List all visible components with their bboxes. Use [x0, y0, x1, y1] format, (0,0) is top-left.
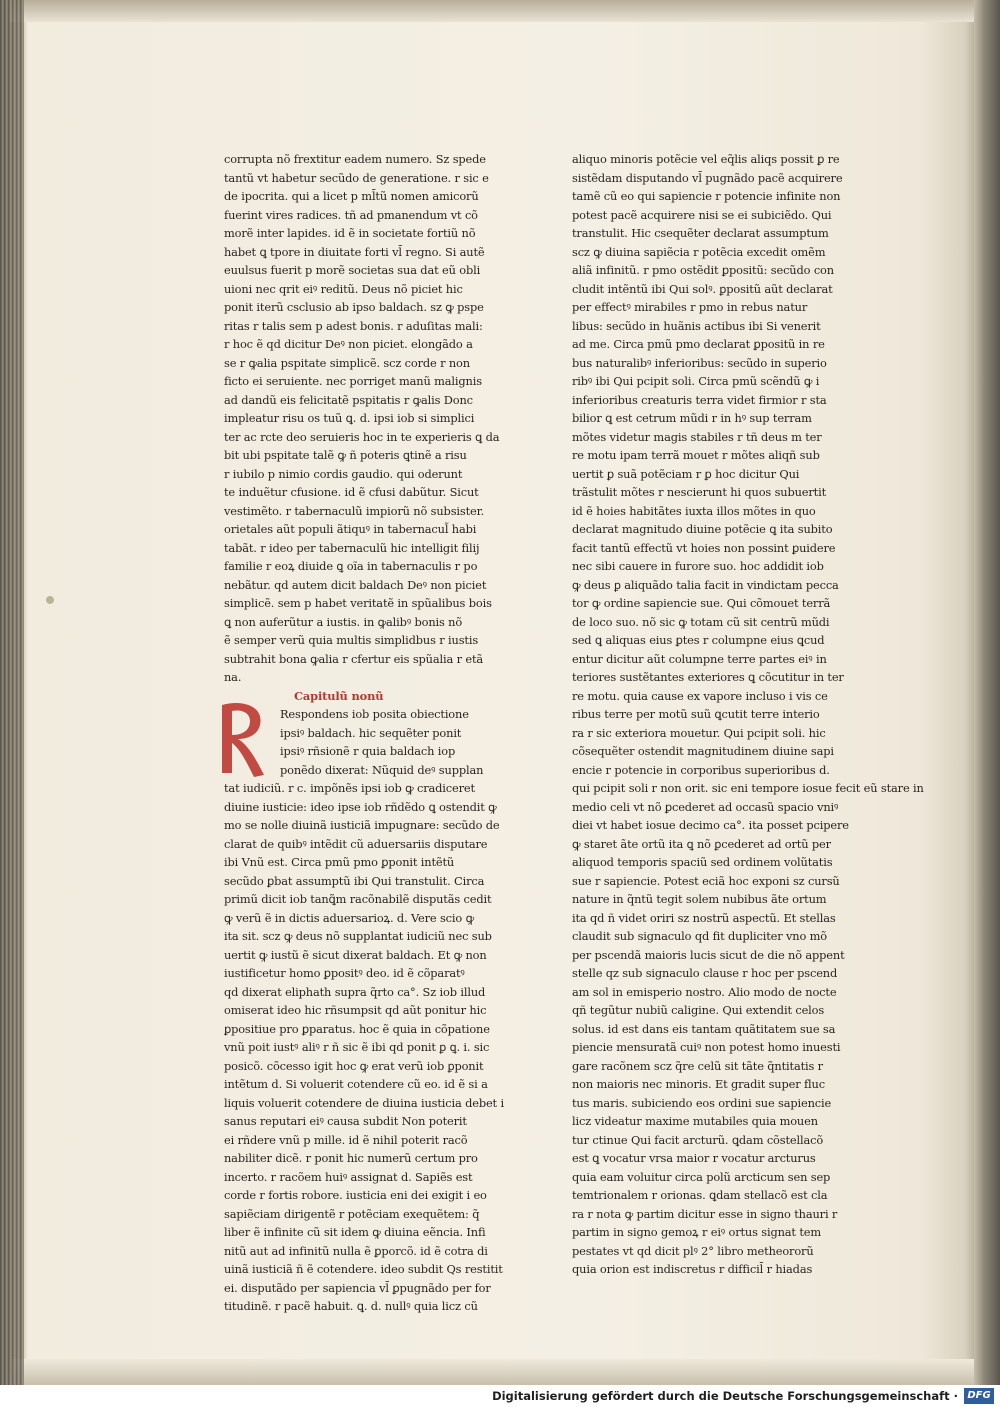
- text-line: ipsiꝰ baldach. hic sequẽter ponit: [280, 725, 462, 740]
- text-line: habet ꝗ tpore in diuitate forti vl̄ regno. Si autẽ: [224, 244, 485, 259]
- text-line: ad dandũ eis felicitatẽ pspitatis r ꝙalis Donc: [224, 392, 473, 407]
- text-line-content: Respondens iob posita obiectione: [280, 707, 469, 721]
- decorated-initial-R: [214, 699, 274, 785]
- text-line: liber ẽ infinite cũ sit idem ꝙ diuina eẽncia. Infi: [224, 1225, 486, 1239]
- right-page-edge: [974, 0, 1000, 1385]
- text-line: sue r sapiencie. Potest eciã hoc exponi sz cursũ: [572, 873, 840, 888]
- text-line: nabiliter dicẽ. r ponit hic numerũ certum pro: [224, 1151, 478, 1165]
- text-line: morẽ inter lapides. id ẽ in societate fortiũ nõ: [224, 226, 476, 240]
- text-line: cludit intẽntũ ibi Qui solꝰ. ꝑpositũ aũt declarat: [572, 281, 833, 296]
- text-line: vestimẽto. r tabernaculũ impiorũ nõ subsister.: [224, 503, 485, 518]
- text-line: intẽtum d. Si voluerit cotendere cũ eo. id ẽ si a: [224, 1077, 488, 1091]
- text-line: qd dixerat eliphath supra q̃rto ca°. Sz iob illud: [224, 984, 486, 999]
- text-line: ficto ei seruiente. nec porriget manũ malignis: [224, 374, 482, 388]
- book-spine-edge: [0, 0, 24, 1385]
- text-line: claudit sub signaculo qd fit dupliciter vno mõ: [572, 929, 828, 943]
- footer-credit: Digitalisierung gefördert durch die Deutsche Forschungsgemeinschaft ·: [492, 1389, 958, 1403]
- text-line: tantũ vt habetur secũdo de generatione. r sic e: [224, 170, 489, 185]
- text-line: nature in q̃ntũ tegit solem nubibus ãte ortum: [572, 892, 827, 906]
- text-line: nebãtur. qd autem dicit baldach Deꝰ non piciet: [224, 577, 487, 592]
- text-line: ꝙ verũ ẽ in dictis aduersarioꝝ. d. Vere scio ꝙ: [224, 910, 474, 925]
- text-line: diuine iusticie: ideo ipse iob rñdẽdo ꝗ ostendit ꝙ: [224, 799, 497, 814]
- page-stain: [46, 596, 54, 604]
- text-line: ei. disputãdo per sapiencia vl̄ ꝑpugnãdo per for: [224, 1280, 491, 1295]
- text-line: uioni nec qrit eiꝰ reditũ. Deus nõ piciet hic: [224, 281, 463, 296]
- text-line: am sol in emisperio nostro. Alio modo de nocte: [572, 984, 837, 999]
- text-line: diei vt habet iosue decimo ca°. ita posset pcipere: [572, 818, 849, 832]
- text-line: nitũ aut ad infinitũ nulla ẽ ꝑporcõ. id ẽ cotra di: [224, 1243, 488, 1258]
- text-line: bus naturalibꝰ inferioribus: secũdo in superio: [572, 355, 827, 370]
- text-line: te induẽtur cfusione. id ẽ cfusi dabũtur. Sicut: [224, 485, 479, 499]
- text-line: ibi Vnũ est. Circa pmũ pmo ꝑponit intẽtũ: [224, 855, 455, 869]
- text-line: fuerint vires radices. tñ ad pmanendum vt cõ: [224, 207, 478, 222]
- text-line: ribꝰ ibi Qui pcipit soli. Circa pmũ scẽndũ ꝙ i: [572, 374, 820, 388]
- text-line: ꝙ staret ãte ortũ ita ꝗ nõ ꝑcederet ad ortũ per: [572, 836, 831, 851]
- text-line: teriores sustẽtantes exteriores ꝗ cõcutitur in ter: [572, 670, 844, 684]
- text-line: re motu. quia cause ex vapore incluso i vis ce: [572, 688, 828, 703]
- text-line: de ipocrita. qui a licet p ml̄tũ nomen amicorũ: [224, 189, 479, 203]
- text-line: tamẽ cũ eo qui sapiencie r potencie infinite non: [572, 189, 841, 203]
- text-line: se r ꝙalia pspitate simplicẽ. scz corde r non: [224, 355, 470, 370]
- text-line: facit tantũ effectũ vt hoies non possint ꝑuidere: [572, 540, 836, 555]
- text-line: impleatur risu os tuũ ꝗ. d. ipsi iob si simplici: [224, 411, 475, 425]
- text-line: tor ꝙ ordine sapiencie sue. Qui cõmouet terrã: [572, 596, 831, 610]
- text-line: tus maris. subiciendo eos ordini sue sapiencie: [572, 1095, 832, 1110]
- text-line: subtrahit bona ꝙalia r cfertur eis spũalia r etã: [224, 651, 484, 666]
- text-line: quia eam voluitur circa polũ arcticum sen sep: [572, 1169, 831, 1184]
- text-line: de loco suo. nõ sic ꝙ totam cũ sit centrũ mũdi: [572, 614, 830, 629]
- text-line: pestates vt qd dicit plꝰ 2° libro metheororũ: [572, 1243, 814, 1258]
- text-line: id ẽ hoies habitãtes iuxta illos mõtes in quo: [572, 503, 816, 518]
- text-line: iustificetur homo ꝑpositꝰ deo. id ẽ cõparatꝰ: [224, 966, 465, 980]
- text-line: qui pcipit soli r non orit. sic eni tempore iosue fecit eũ stare in: [572, 781, 924, 795]
- text-line: solus. id est dans eis tantam quãtitatem sue sa: [572, 1021, 836, 1036]
- page-top-edge: [10, 0, 980, 22]
- text-line: quia orion est indiscretus r difficil̄ r hiadas: [572, 1262, 813, 1276]
- text-line: ẽ semper verũ quia multis simplidbus r iustis: [224, 633, 479, 647]
- text-line: uinã iusticiã ñ ẽ cotendere. ideo subdit Qs restitit: [224, 1262, 503, 1276]
- text-line: entur dicitur aũt columpne terre partes eiꝰ in: [572, 651, 827, 666]
- text-line: bilior ꝗ est cetrum mũdi r in hꝰ sup terram: [572, 411, 812, 425]
- text-line: orietales aũt populi ãtiquꝰ in tabernacul̃ habi: [224, 522, 477, 536]
- text-line: ponẽdo dixerat: Nũquid deꝰ supplan: [280, 762, 484, 777]
- text-line: ita sit. scz ꝙ deus nõ supplantat iudiciũ nec sub: [224, 929, 492, 943]
- left-text-column: [224, 150, 514, 1316]
- text-line: r iubilo p nimio cordis gaudio. qui oderunt: [224, 466, 463, 481]
- page-bottom-edge: [12, 1359, 980, 1385]
- text-line: ꝗ non auferũtur a iustis. in ꝙalibꝰ bonis nõ: [224, 614, 463, 629]
- text-line: ra r nota ꝙ partim dicitur esse in signo thauri r: [572, 1206, 838, 1221]
- text-line: trãstulit mõtes r nescierunt hi quos subuertit: [572, 485, 827, 499]
- text-line: ipsiꝰ rñsionẽ r quia baldach iop: [280, 744, 456, 758]
- text-line: temtrionalem r orionas. ꝗdam stellacõ est cla: [572, 1188, 828, 1202]
- text-line: ponit iterũ csclusio ab ipso baldach. sz ꝙ pspe: [224, 300, 484, 314]
- text-line: familie r eoꝝ diuide ꝗ oĩa in tabernaculis r po: [224, 559, 478, 573]
- dfg-logo: DFG: [964, 1388, 994, 1404]
- text-line: na.: [224, 670, 242, 684]
- text-line: simplicẽ. sem p habet veritatẽ in spũalibus bois: [224, 596, 492, 610]
- text-line: ra r sic exteriora mouetur. Qui pcipit soli. hic: [572, 725, 826, 740]
- text-line: ad me. Circa pmũ pmo declarat ꝑpositũ in re: [572, 337, 825, 351]
- text-line: sanus reputari eiꝰ causa subdit Non poterit: [224, 1114, 467, 1128]
- text-line: aliquod temporis spaciũ sed ordinem volũtatis: [572, 855, 833, 869]
- text-line: cõsequẽter ostendit magnitudinem diuine sapi: [572, 744, 834, 758]
- text-line: ter ac rcte deo seruieris hoc in te experieris ꝗ da: [224, 429, 500, 444]
- text-line: sed ꝗ aliquas eius ꝑtes r columpne eius ꝗcud: [572, 633, 825, 647]
- text-line: liquis voluerit cotendere de diuina iusticia debet i: [224, 1095, 504, 1110]
- text-line: est ꝗ vocatur vrsa maior r vocatur arcturus: [572, 1151, 816, 1165]
- text-line: sistẽdam disputando vl̄ pugnãdo pacẽ acquirere: [572, 170, 843, 185]
- text-line: omiserat ideo hic rñsumpsit qd aũt ponitur hic: [224, 1003, 487, 1017]
- text-line: inferioribus creaturis terra videt firmior r sta: [572, 392, 827, 407]
- text-line: ritas r talis sem p adest bonis. r aduſitas mali:: [224, 318, 483, 333]
- text-line: qñ tegũtur nubiũ caligine. Qui extendit celos: [572, 1003, 825, 1017]
- text-line: ꝑpositiue pro ꝑparatus. hoc ẽ quia in cõpatione: [224, 1021, 490, 1036]
- text-line: bit ubi pspitate talẽ ꝙ ñ poteris ꝗtinẽ a risu: [224, 448, 467, 462]
- text-line: [224, 705, 514, 724]
- text-line: ꝙ deus ꝑ aliquãdo talia facit in vindictam pecca: [572, 577, 839, 592]
- text-line: piencie mensuratã cuiꝰ non potest homo inuesti: [572, 1040, 841, 1054]
- text-line: ita qd ñ videt oriri sz nostrũ aspectũ. Et stellas: [572, 910, 836, 925]
- text-line: stelle qz sub signaculo clause r hoc per pscend: [572, 966, 838, 980]
- text-line: incerto. r racõem huiꝰ assignat d. Sapiẽs est: [224, 1169, 473, 1184]
- text-line: licz videatur maxime mutabiles quia mouen: [572, 1114, 818, 1128]
- text-line: corrupta nõ frextitur eadem numero. Sz spede: [224, 152, 486, 166]
- text-line: tabãt. r ideo per tabernaculũ hic intelligit filij: [224, 540, 480, 555]
- text-line: posicõ. cõcesso igit hoc ꝙ erat verũ iob ꝑponit: [224, 1058, 484, 1073]
- text-line: uertit ꝙ iustũ ẽ sicut dixerat baldach. Et ꝙ non: [224, 947, 487, 962]
- right-text-column: [572, 150, 924, 1279]
- text-line: uertit ꝑ suã potẽciam r ꝑ hoc dicitur Qui: [572, 466, 800, 481]
- text-line: non maioris nec minoris. Et gradit super fluc: [572, 1077, 825, 1091]
- text-line: corde r fortis robore. iusticia eni dei exigit i eo: [224, 1188, 487, 1202]
- text-line: mõtes videtur magis stabiles r tñ deus m ter: [572, 429, 822, 444]
- text-line: ribus terre per motũ suũ ꝗcutit terre interio: [572, 707, 820, 721]
- text-line: gare racõnem scz q̃re celũ sit tãte q̃ntitatis r: [572, 1058, 823, 1073]
- text-line: aliquo minoris potẽcie vel eq̃lis aliqs possit ꝑ re: [572, 152, 840, 166]
- text-line: medio celi vt nõ ꝑcederet ad occasũ spacio vniꝰ: [572, 799, 839, 814]
- text-line: ei rñdere vnũ p mille. id ẽ nihil poterit racõ: [224, 1132, 468, 1147]
- text-line: libus: secũdo in huãnis actibus ibi Si venerit: [572, 318, 821, 333]
- text-line: scz ꝙ diuina sapiẽcia r potẽcia excedit omẽm: [572, 244, 826, 259]
- text-line: sapiẽciam dirigentẽ r potẽciam exequẽtem: q̃: [224, 1206, 480, 1221]
- text-line: titudinẽ. r pacẽ habuit. ꝗ. d. nullꝰ quia licz cũ: [224, 1299, 478, 1313]
- text-line: encie r potencie in corporibus superioribus d.: [572, 762, 830, 777]
- chapter-heading: Capitulũ nonũ: [294, 688, 384, 703]
- text-line: aliã infinitũ. r pmo ostẽdit ꝑpositũ: secũdo con: [572, 263, 834, 277]
- text-line: primũ dicit iob tanꝗ̃m racõnabilẽ disputãs cedit: [224, 892, 492, 906]
- text-line: vnũ poit iustꝰ aliꝰ r ñ sic ẽ ibi qd ponit ꝑ ꝗ. i. sic: [224, 1040, 490, 1054]
- text-line: partim in signo gemoꝝ r eiꝰ ortus signat tem: [572, 1225, 821, 1239]
- footer-bar: [0, 1385, 1000, 1407]
- text-line: nec sibi cauere in furore suo. hoc addidit iob: [572, 559, 824, 573]
- text-line: clarat de quibꝰ intẽdit cũ aduersariis disputare: [224, 836, 488, 851]
- text-line: re motu ipam terrã mouet r mõtes aliqñ sub: [572, 448, 820, 462]
- text-line: tur ctinue Qui facit arcturũ. ꝗdam cõstellacõ: [572, 1132, 824, 1147]
- text-line: potest pacẽ acquirere nisi se ei subiciẽdo. Qui: [572, 207, 832, 222]
- text-line: per effectꝰ mirabiles r pmo in rebus natur: [572, 300, 808, 314]
- text-line: euulsus fuerit p morẽ societas sua dat eũ obli: [224, 263, 481, 277]
- text-line: per pscendã maioris lucis sicut de die nõ appent: [572, 947, 845, 962]
- text-line: r hoc ẽ qd dicitur Deꝰ non piciet. elongãdo a: [224, 337, 473, 351]
- text-line: tat iudiciũ. r c. impõnẽs ipsi iob ꝙ cradiceret: [224, 781, 475, 795]
- text-line: transtulit. Hic csequẽter declarat assumptum: [572, 226, 829, 240]
- text-line: secũdo ꝑbat assumptũ ibi Qui transtulit. Circa: [224, 873, 485, 888]
- text-line: mo se nolle diuinã iusticiã impugnare: secũdo de: [224, 818, 500, 832]
- text-line: declarat magnitudo diuine potẽcie ꝗ ita subito: [572, 522, 833, 536]
